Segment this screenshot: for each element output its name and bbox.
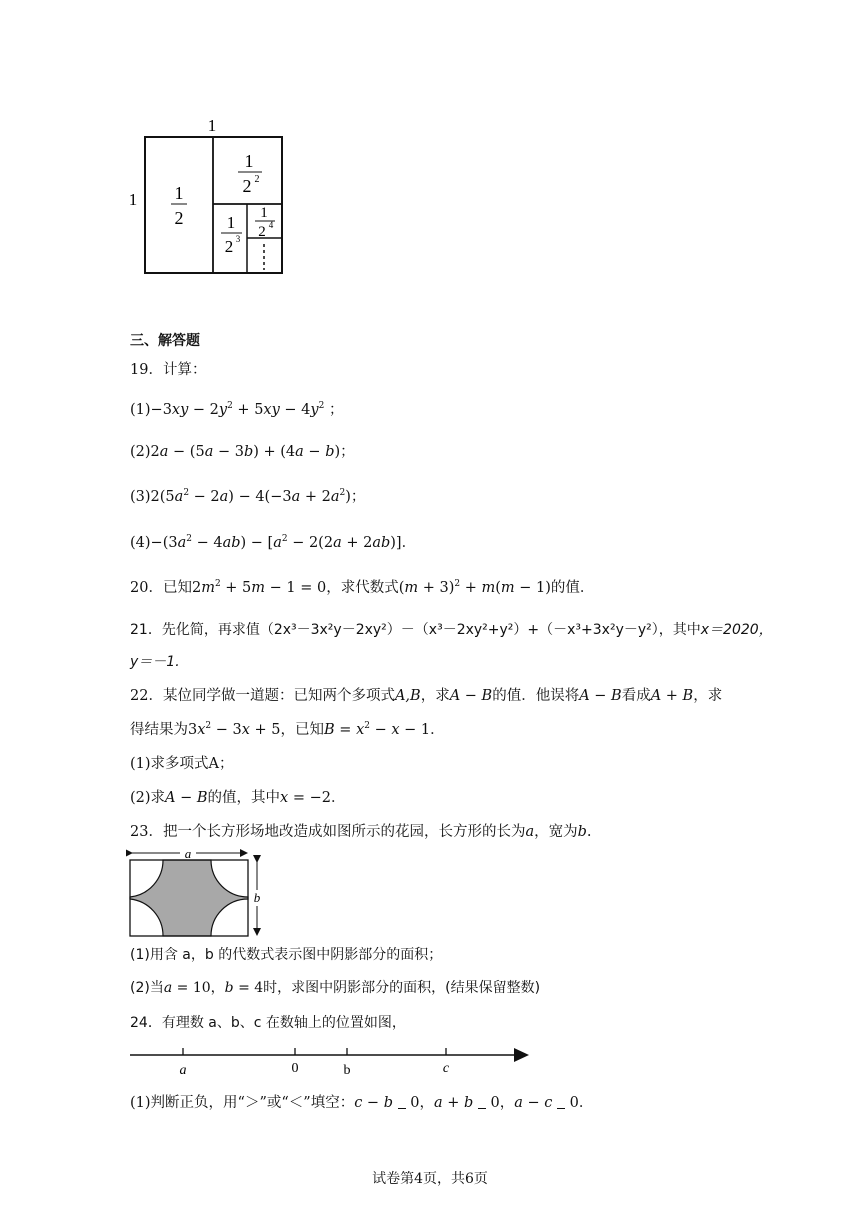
q19-p1-expr: $-3xy - 2y^2 + 5xy - 4y^2$ [150, 401, 325, 418]
axis-label-b: b [343, 1063, 351, 1078]
page-footer: 试卷第4页，共6页 [372, 1171, 488, 1187]
q19-part1 [130, 400, 343, 420]
q24-a-minus-c: a − c 0 [514, 1095, 579, 1111]
fraction-eighth-num: 1 [226, 213, 236, 232]
q20 [130, 578, 594, 598]
q21-line1 [130, 620, 773, 640]
q22-l2c: ． [430, 722, 445, 738]
q19-stem: 19．计算： [130, 362, 207, 378]
axis-label-a: a [179, 1063, 187, 1078]
q19-p4-tail: ． [401, 535, 417, 551]
blank-3[interactable] [557, 1094, 565, 1109]
fraction-half-den: 2 [174, 208, 184, 228]
q20-t2: ，求代数式 [326, 580, 399, 596]
q23-stem-b: ，宽为 [534, 824, 578, 840]
q24-a-plus-b: a + b 0 [433, 1095, 500, 1111]
fraction-sixteenth-num: 1 [260, 205, 268, 221]
q20-t1: 已知 [162, 580, 192, 596]
fraction-eighth-exp: 3 [235, 234, 241, 244]
q24-stem: 24．有理数 a、b、c 在数轴上的位置如图， [130, 1015, 406, 1031]
q22-b-def: $B = x^2 - x - 1$ [324, 721, 431, 738]
q19-p2-no: (2) [130, 444, 151, 460]
figure-left-label: 1 [128, 190, 138, 209]
fraction-half-num: 1 [174, 183, 184, 203]
q23-a-value: a = 10 [163, 980, 211, 996]
q21-text: 21．先化简，再求值（2x³－3x²y－2xy²）－（x³－2xy²+y²）+（－x³+3x²y－y²），其中 [130, 622, 701, 638]
q19-part2 [130, 442, 355, 462]
fraction-quarter-num: 1 [244, 151, 254, 171]
q19-p3-expr: $2(5a^2 - 2a) - 4(-3a + 2a^2)$ [150, 488, 351, 505]
q24-p1a: (1)判断正负，用“＞”或“＜”填空： [130, 1095, 355, 1111]
q22-l1d: 看成 [621, 688, 651, 704]
q22-a-minus-b: A − B [449, 688, 493, 704]
blank-1[interactable] [398, 1094, 406, 1109]
q24-c-minus-b: c − b 0 [354, 1095, 420, 1111]
q22-p2c: ． [330, 790, 346, 806]
q23-p2c: 时，求图中阴影部分的面积，(结果保留整数) [263, 980, 541, 996]
q19-p2-tail: ； [340, 444, 355, 460]
q20-expression: $(m + 3)^2 + m(m - 1)$ [398, 579, 551, 596]
q20-no: 20． [130, 580, 163, 596]
q22-l1a: 22．某位同学做一道题：已知两个多项式 [130, 688, 395, 704]
q20-t3: 的值． [550, 580, 595, 596]
q21-y-value: y＝－1. [130, 654, 180, 670]
q22-l2a: 得结果为 [130, 722, 188, 738]
q23-part1: (1)用含 a，b 的代数式表示图中阴影部分的面积； [130, 947, 443, 963]
garden-shaded-area [130, 860, 248, 936]
q22-p2-x: x = −2 [280, 790, 331, 806]
axis-label-c: c [442, 1061, 450, 1076]
halving-squares-figure [120, 112, 300, 282]
fraction-eighth-den: 2 [224, 237, 234, 256]
q20-equation: $2m^2 + 5m - 1 = 0$ [191, 579, 327, 596]
garden-label-b: b [253, 890, 261, 905]
blank-2[interactable] [478, 1094, 486, 1109]
q19-part4 [130, 533, 416, 553]
fraction-quarter-den: 2 [242, 176, 252, 196]
q22-l1c: 的值．他误将 [492, 688, 580, 704]
number-line-figure [126, 1042, 536, 1078]
q23-len-a: a [525, 824, 535, 840]
q23-stem-a: 23．把一个长方形场地改造成如图所示的花园，长方形的长为 [130, 824, 526, 840]
q23-b-value: b = 4 [224, 980, 264, 996]
q21-x-value: x＝2020， [700, 622, 773, 638]
q19-part3 [130, 487, 365, 507]
q22-a-plus-b: A + B [650, 688, 694, 704]
q22-line1 [130, 686, 722, 706]
q22-ab: A,B [394, 688, 421, 704]
garden-label-a: a [184, 848, 192, 861]
q22-p2b: 的值，其中 [207, 790, 281, 806]
q23-p2b: ， [210, 980, 225, 996]
q22-p2-expr: A − B [165, 790, 208, 806]
q19-p3-tail: ； [350, 489, 366, 505]
q19-p3-no: (3) [130, 489, 151, 505]
fraction-sixteenth-den: 2 [258, 224, 266, 240]
q19-p1-tail: ； [328, 402, 344, 418]
garden-figure [126, 848, 271, 940]
q19-p2-expr: 2a − (5a − 3b) + (4a − b) [150, 444, 341, 460]
q22-part1: (1)求多项式A； [130, 756, 234, 772]
q22-p2a: (2)求 [130, 790, 166, 806]
axis-label-0: 0 [291, 1061, 299, 1076]
q24-p1c: ， [499, 1095, 515, 1111]
q22-line2 [130, 720, 445, 740]
q22-result: $3x^2 - 3x + 5$ [188, 721, 281, 738]
q24-part1 [130, 1093, 593, 1113]
q22-part2 [130, 788, 345, 808]
q19-p4-expr: $-(3a^2 - 4ab) - [a^2 - 2(2a + 2ab)]$ [150, 534, 402, 551]
q24-p1b: ， [419, 1095, 434, 1111]
q23-stem [130, 822, 592, 842]
q23-stem-c: . [586, 824, 592, 840]
q19-p1-no: (1) [130, 402, 151, 418]
q23-p2a: (2)当 [130, 980, 164, 996]
q22-l2b: ，已知 [280, 722, 325, 738]
q22-l1b: ，求 [420, 688, 450, 704]
q24-p1d: ． [578, 1095, 594, 1111]
fraction-quarter-exp: 2 [254, 174, 260, 185]
q19-p4-no: (4) [130, 535, 151, 551]
q23-part2 [130, 978, 540, 998]
section-title: 三、解答题 [130, 333, 200, 349]
q23-wid-b: b [577, 824, 587, 840]
fraction-sixteenth-exp: 4 [268, 220, 274, 230]
q22-l1e: ，求 [693, 688, 723, 704]
q22-a-minus-b-2: A − B [579, 688, 622, 704]
figure-top-label: 1 [207, 116, 217, 135]
